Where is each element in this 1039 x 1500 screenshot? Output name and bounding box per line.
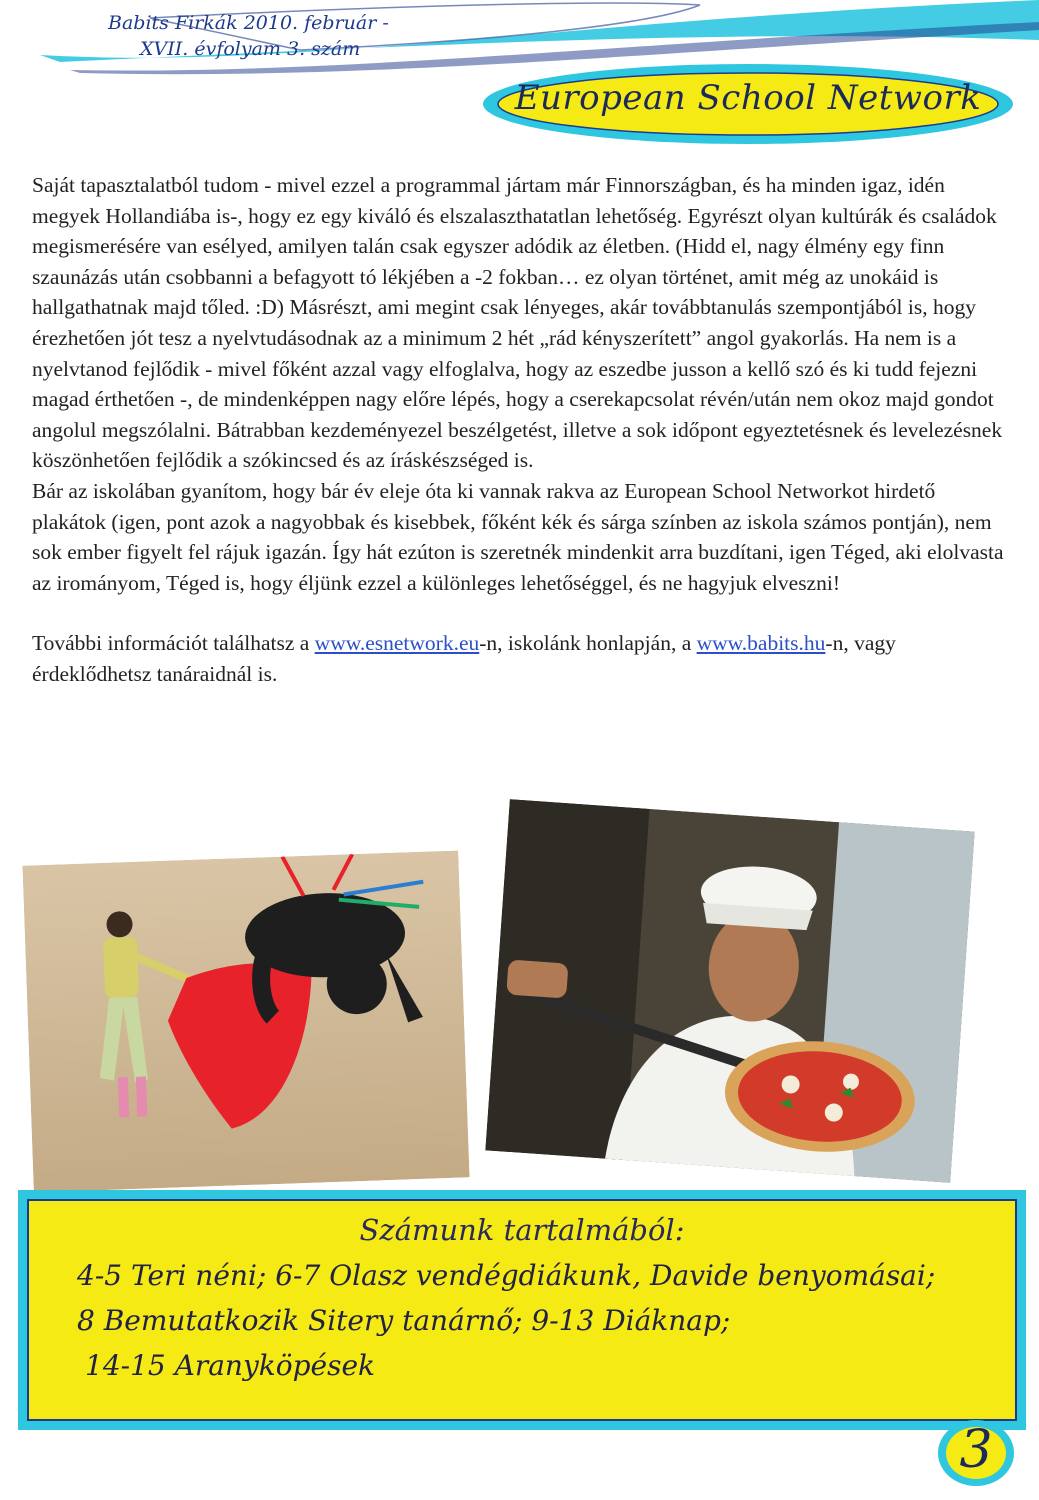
contents-line-2: 8 Bemutatkozik Sitery tanárnő; 9-13 Diáknap;	[77, 1304, 731, 1337]
info-mid: -n, iskolánk honlapján, a	[479, 631, 697, 656]
issue-info	[108, 10, 389, 62]
paragraph-spacer	[32, 598, 1012, 628]
contents-title: Számunk tartalmából:	[359, 1213, 685, 1247]
info-suffix: -n, vagy érdeklődhetsz tanáraidnál is.	[32, 631, 896, 686]
esnetwork-link[interactable]: www.esnetwork.eu	[314, 631, 480, 656]
section-title: European School Network	[514, 78, 982, 118]
article-paragraph-2: Bár az iskolában gyanítom, hogy bár év eleje óta ki vannak rakva az European School Networkot hirdető plakátok (igen, pont azok a nagyobbak és kisebbek, főként kék és sárga színben az iskola számos pontján), nem sok ember figyelt fel rájuk igazán. Így hát ezúton is szeretnék mindenkit arra buzdítani, igen Téged, aki elolvasta az irományom, Téged is, hogy éljünk ezzel a különleges lehetőséggel, és ne hagyjuk elveszni!	[32, 478, 1004, 595]
contents-panel	[27, 1199, 1017, 1421]
issue-line-volume: XVII. évfolyam 3. szám	[140, 38, 361, 60]
page-number: 3	[959, 1420, 993, 1480]
bullfight-photo	[22, 850, 469, 1192]
contents-line-1: 4-5 Teri néni; 6-7 Olasz vendégdiákunk, Davide benyomásai;	[77, 1259, 936, 1292]
contents-line-3: 14-15 Aranyköpések	[85, 1349, 375, 1382]
article-info-paragraph	[32, 628, 1012, 689]
pizza-chef-photo	[485, 799, 974, 1183]
contents-box	[18, 1190, 1026, 1430]
issue-line-date: Babits Firkák 2010. február -	[108, 12, 389, 34]
article-paragraph-1: Saját tapasztalatból tudom - mivel ezzel a programmal jártam már Finnországban, és ha minden igaz, idén megyek Hollandiába is-, hogy ez egy kiváló és elszalaszthatatlan lehetőség. Egyrészt olyan kultúrák és családok megismerésére van esélyed, amilyen talán csak egyszer adódik az életben. (Hidd el, nagy élmény egy finn szaunázás után csobbanni a befagyott tó lékjében a -2 fokban… ez olyan történet, amit még az unokáid is hallgathatnak majd tőled. :D) Másrészt, ami megint csak lényeges, akár továbbtanulás szempontjából is, hogy érezhetően jót tesz a nyelvtudásodnak az a minimum 2 hét „rád kényszerített” angol gyakorlás. Ha nem is a nyelvtanod fejlődik - mivel főként azzal vagy elfoglalva, hogy az eszedbe jusson a kellő szó és ki tudd fejezni magad érthetően -, de mindenképpen nagy előre lépés, hogy a cserekapcsolat révén/után nem okoz majd gondot angolul megszólalni. Bátrabban kezdeményezel beszélgetést, illetve a sok időpont egyeztetésnek és levelezésnek köszönhetően fejlődik a szókincsed és az íráskészséged is.	[32, 173, 1003, 473]
info-prefix: További információt találhatsz a	[32, 631, 315, 656]
article-body	[32, 170, 1012, 690]
babits-link[interactable]: www.babits.hu	[696, 631, 826, 656]
